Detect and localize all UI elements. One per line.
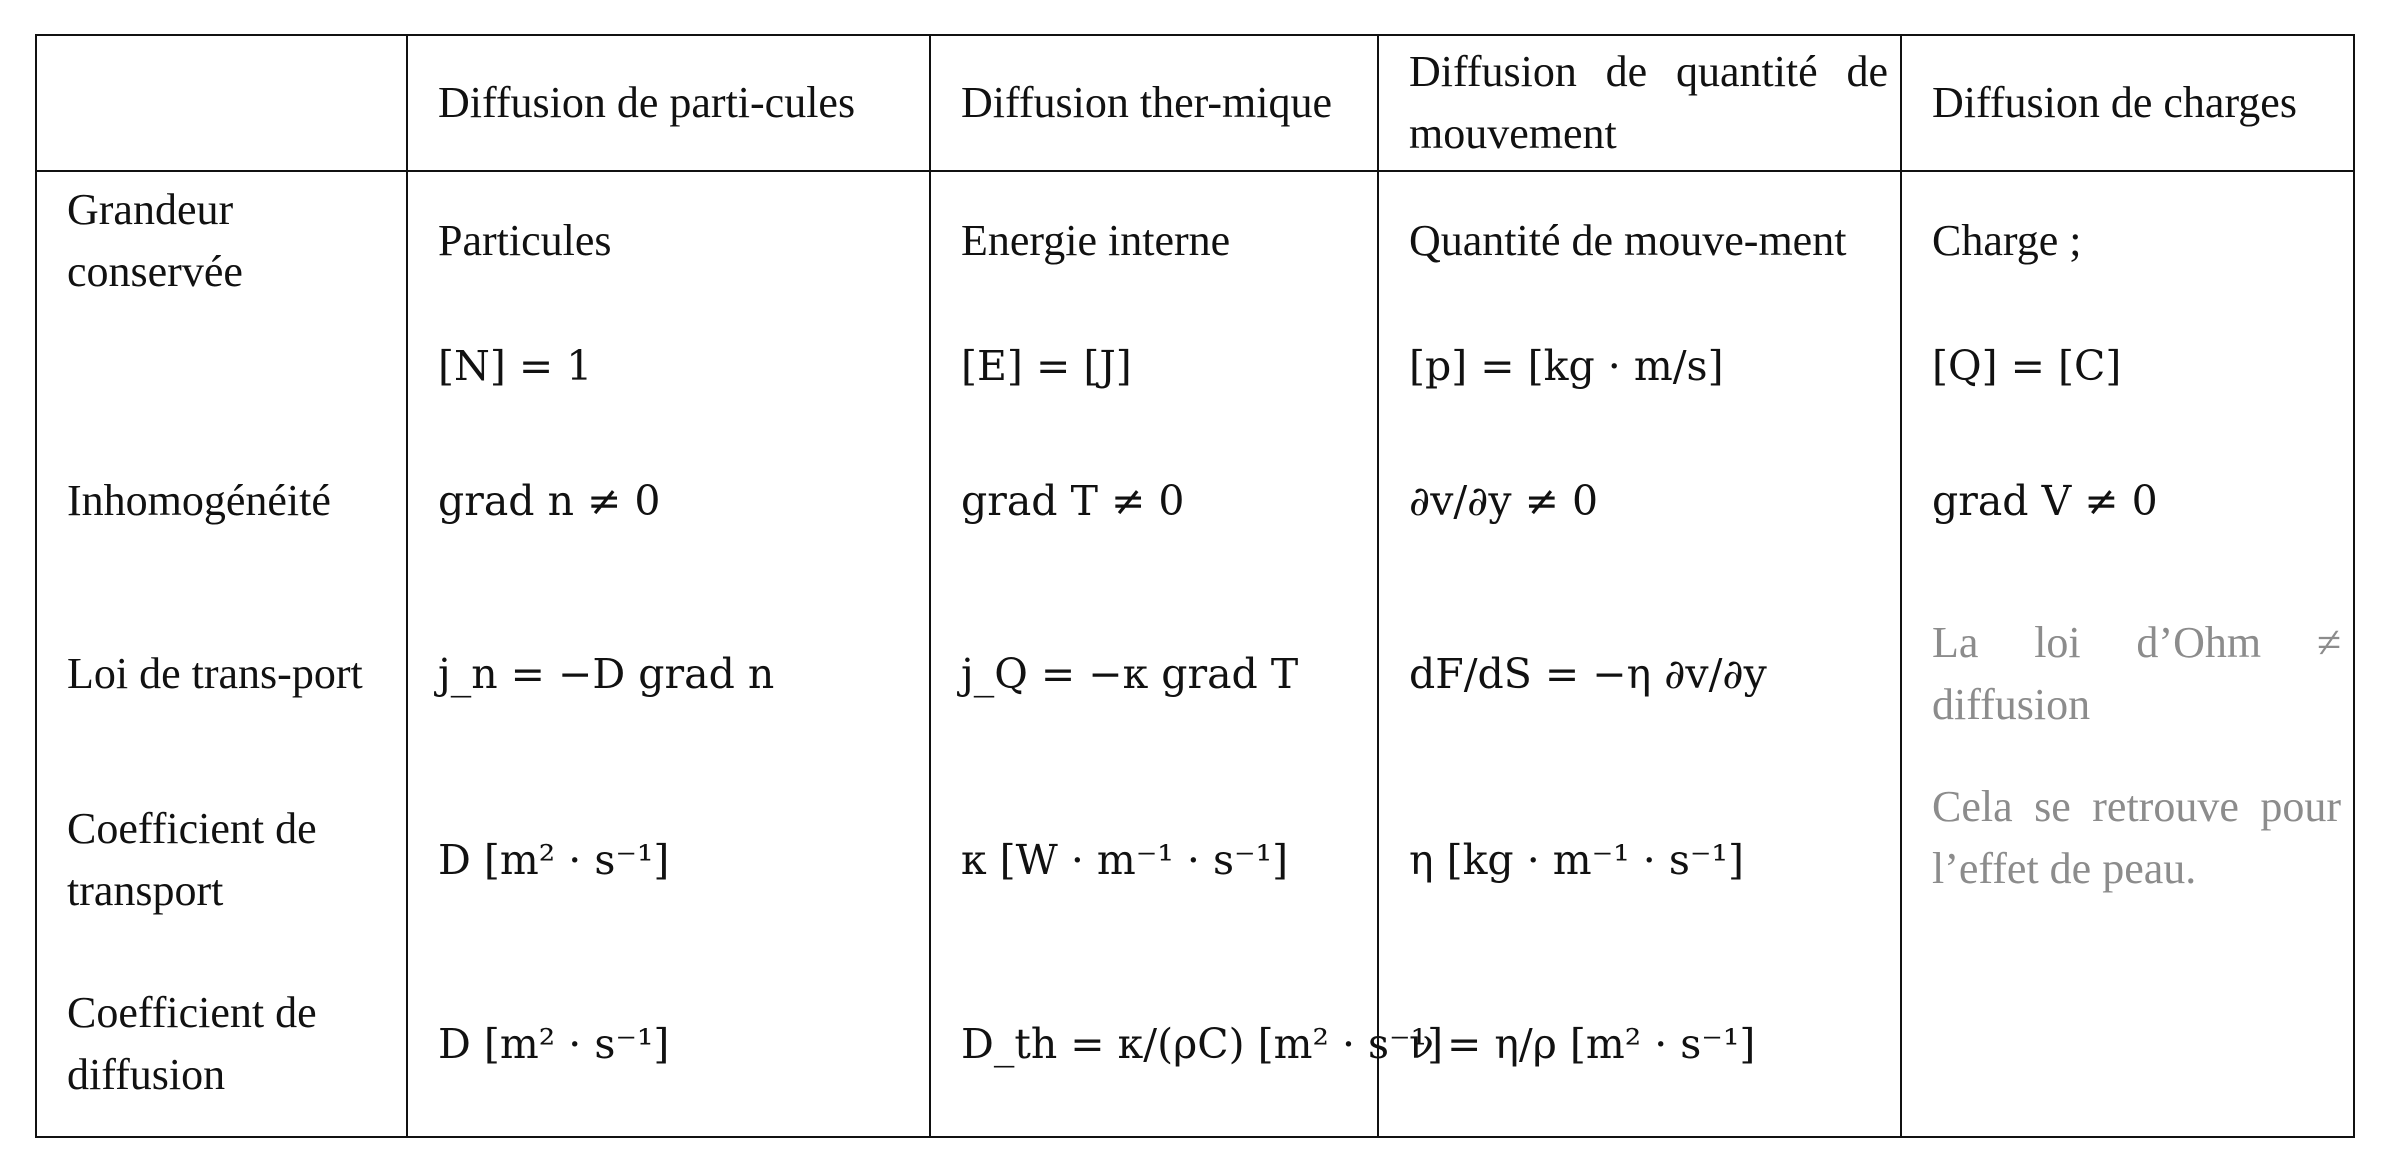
header-particles: Diffusion de parti-cules (407, 35, 930, 171)
law-particles-text: j_n = −D grad n (438, 649, 775, 698)
row-diffusion-coef (36, 953, 2354, 1137)
diffusion-comparison-table (35, 34, 2355, 1138)
dcoef-momentum (1378, 953, 1901, 1137)
row-inhomogeneity (36, 423, 2354, 580)
row-label-empty (36, 309, 407, 422)
header-empty (36, 35, 407, 171)
conserved-momentum: Quantité de mouve-ment (1378, 171, 1901, 309)
dim-thermal (930, 309, 1378, 422)
header-thermal: Diffusion ther-mique (930, 35, 1378, 171)
inhom-momentum-text: ∂v/∂y ≠ 0 (1409, 477, 1599, 526)
dcoef-particles-text: D [m² · s⁻¹] (438, 1020, 670, 1069)
row-conserved (36, 171, 2354, 309)
law-momentum (1378, 580, 1901, 769)
dcoef-particles (407, 953, 930, 1137)
conserved-particles: Particules (407, 171, 930, 309)
inhom-particles-text: grad n ≠ 0 (438, 477, 661, 526)
row-dimensions (36, 309, 2354, 422)
dim-momentum-text: [p] = [kg · m/s] (1409, 342, 1724, 390)
dcoef-thermal-text: D_th = κ/(ρC) [m² · s⁻¹] (961, 1020, 1444, 1069)
header-charges: Diffusion de charges (1901, 35, 2354, 171)
inhom-momentum (1378, 423, 1901, 580)
tcoef-thermal (930, 768, 1378, 952)
inhom-charges (1901, 423, 2354, 580)
dcoef-charges (1901, 953, 2354, 1137)
inhom-charges-text: grad V ≠ 0 (1932, 477, 2158, 526)
dcoef-thermal (930, 953, 1444, 1137)
row-transport-coef (36, 768, 2354, 952)
dim-particles-text: [N] = 1 (438, 342, 593, 390)
law-charges-note: La loi d’Ohm ≠ diffusion (1901, 580, 2354, 769)
conserved-charges: Charge ; (1901, 171, 2354, 309)
tcoef-momentum-text: η [kg · m⁻¹ · s⁻¹] (1409, 836, 1744, 885)
header-row (36, 35, 2354, 171)
dcoef-momentum-text: ν = η/ρ [m² · s⁻¹] (1409, 1020, 1756, 1069)
row-label-transport-coef: Coefficient de transport (36, 768, 407, 952)
law-momentum-text: dF/dS = −η ∂v/∂y (1409, 649, 1767, 698)
inhom-thermal (930, 423, 1378, 580)
dim-particles (407, 309, 930, 422)
tcoef-particles (407, 768, 930, 952)
dim-thermal-text: [E] = [J] (961, 342, 1132, 390)
dim-momentum (1378, 309, 1901, 422)
row-label-inhomogeneity: Inhomogénéité (36, 423, 407, 580)
dim-charges-text: [Q] = [C] (1932, 342, 2122, 390)
conserved-thermal: Energie interne (930, 171, 1378, 309)
tcoef-charges-note: Cela se retrouve pour l’effet de peau. (1901, 768, 2354, 952)
inhom-thermal-text: grad T ≠ 0 (961, 477, 1185, 526)
dim-charges (1901, 309, 2354, 422)
law-particles (407, 580, 930, 769)
tcoef-momentum (1378, 768, 1901, 952)
inhom-particles (407, 423, 930, 580)
law-thermal-text: j_Q = −κ grad T (961, 649, 1299, 698)
row-transport-law (36, 580, 2354, 769)
tcoef-particles-text: D [m² · s⁻¹] (438, 836, 670, 885)
row-label-conserved: Grandeur conservée (36, 171, 407, 309)
row-label-transport-law: Loi de trans-port (36, 580, 407, 769)
header-momentum: Diffusion de quantité de mouvement (1378, 35, 1901, 171)
law-thermal (930, 580, 1378, 769)
tcoef-thermal-text: κ [W · m⁻¹ · s⁻¹] (961, 836, 1289, 885)
row-label-diffusion-coef: Coefficient de diffusion (36, 953, 407, 1137)
